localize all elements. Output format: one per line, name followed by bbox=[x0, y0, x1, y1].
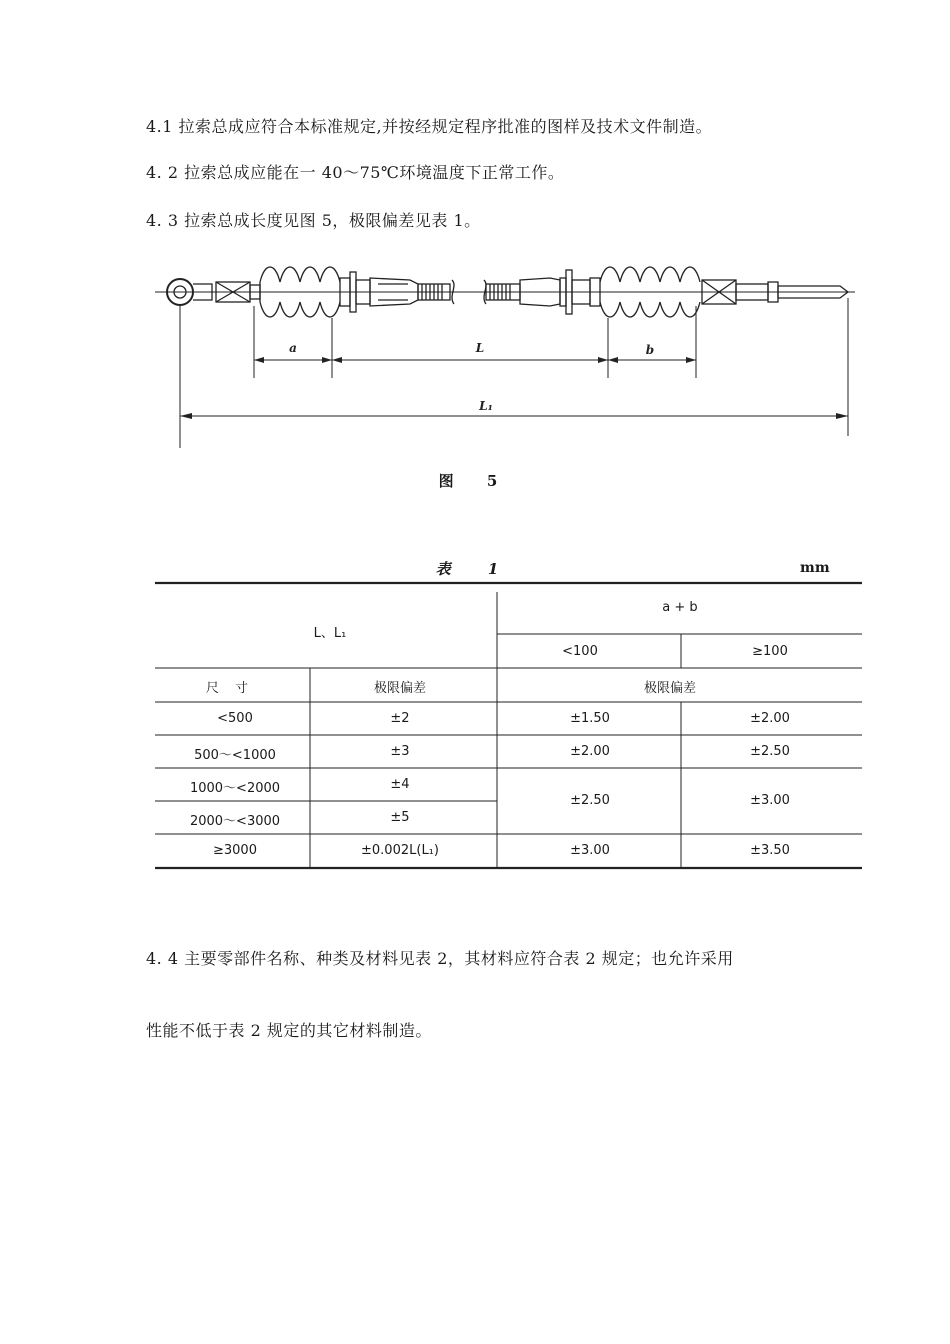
dimension-label-a: a bbox=[289, 341, 297, 355]
row-3-size: 1000～<2000 bbox=[189, 781, 281, 796]
row-4-deviation: ±5 bbox=[390, 810, 410, 825]
header-deviation-1: 极限偏差 bbox=[373, 681, 426, 696]
header-ge100: ≥100 bbox=[752, 644, 788, 659]
clause-4-3: 4. 3 拉索总成长度见图 5，极限偏差见表 1。 bbox=[146, 211, 481, 230]
row-2-ge100: ±2.50 bbox=[750, 744, 790, 759]
header-lt100: <100 bbox=[562, 644, 598, 659]
figure-caption: 图 5 bbox=[438, 472, 512, 490]
row-5-size: ≥3000 bbox=[213, 843, 257, 858]
header-size: 尺 寸 bbox=[205, 681, 255, 696]
row-3-4-ge100: ±3.00 bbox=[750, 793, 790, 808]
row-5-lt100: ±3.00 bbox=[570, 843, 610, 858]
row-1-deviation: ±2 bbox=[390, 711, 410, 726]
dimension-label-l: L bbox=[475, 341, 485, 355]
dimension-label-b: b bbox=[645, 343, 655, 357]
row-1-size: <500 bbox=[217, 711, 253, 726]
row-5-deviation: ±0.002L(L₁) bbox=[361, 843, 439, 858]
dimension-label-l1: L₁ bbox=[479, 399, 493, 413]
row-2-deviation: ±3 bbox=[390, 744, 410, 759]
header-length: L、L₁ bbox=[313, 626, 347, 641]
row-2-size: 500～<1000 bbox=[194, 748, 276, 763]
row-3-4-lt100: ±2.50 bbox=[570, 793, 610, 808]
clause-4-2: 4. 2 拉索总成应能在一 40～75℃环境温度下正常工作。 bbox=[146, 163, 565, 182]
clause-4-4-continued: 性能不低于表 2 规定的其它材料制造。 bbox=[146, 1021, 432, 1040]
clause-4-4: 4. 4 主要零部件名称、种类及材料见表 2，其材料应符合表 2 规定；也允许采用 bbox=[146, 949, 734, 968]
clause-4-1: 4.1 拉索总成应符合本标准规定,并按经规定程序批准的图样及技术文件制造。 bbox=[146, 117, 713, 136]
row-1-lt100: ±1.50 bbox=[570, 711, 610, 726]
table-unit: mm bbox=[800, 560, 830, 576]
header-a-plus-b: a + b bbox=[662, 600, 698, 615]
row-3-deviation: ±4 bbox=[390, 777, 410, 792]
row-4-size: 2000～<3000 bbox=[189, 814, 281, 829]
row-1-ge100: ±2.00 bbox=[750, 711, 790, 726]
row-2-lt100: ±2.00 bbox=[570, 744, 610, 759]
header-deviation-2: 极限偏差 bbox=[643, 681, 696, 696]
table-title: 表 1 bbox=[435, 560, 515, 578]
row-5-ge100: ±3.50 bbox=[750, 843, 790, 858]
